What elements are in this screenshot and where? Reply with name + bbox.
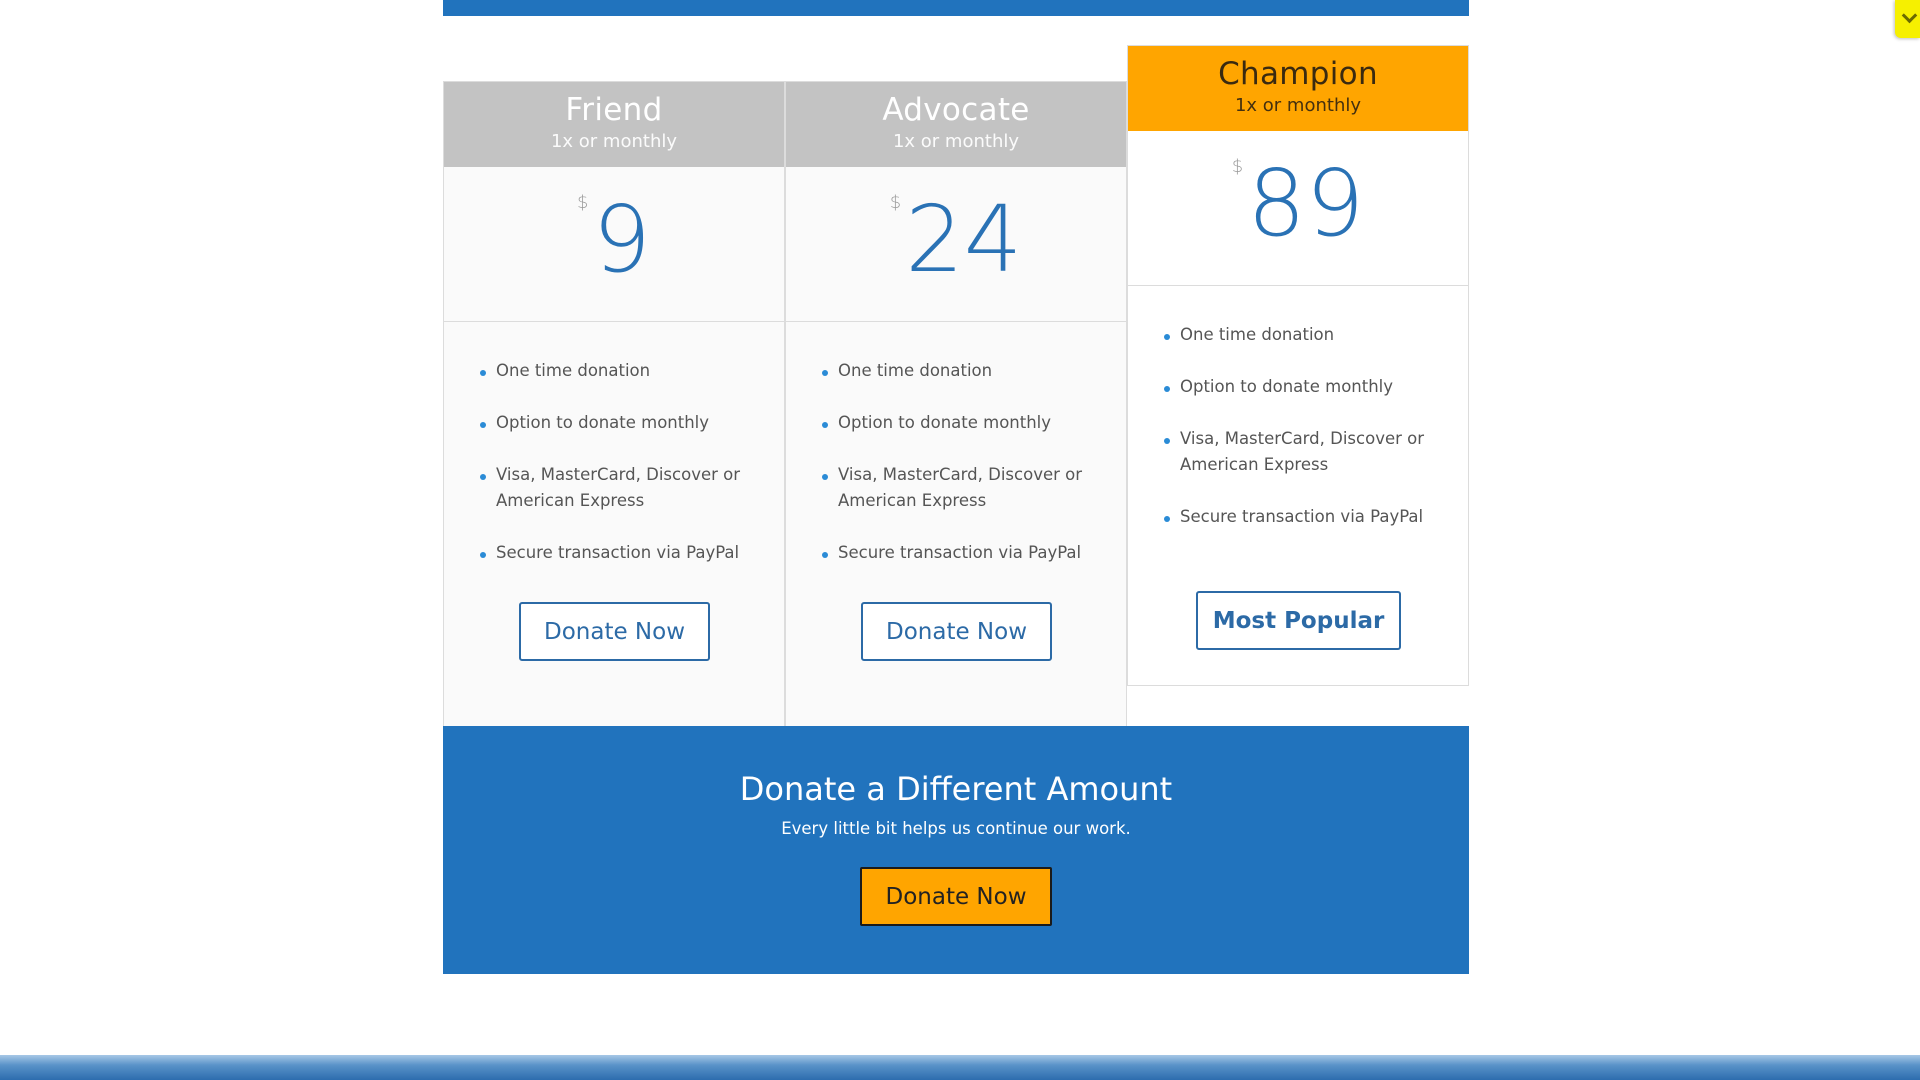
feature-item: Secure transaction via PayPal (820, 540, 1106, 566)
feature-item: One time donation (478, 358, 764, 384)
chevron-down-icon[interactable] (1895, 0, 1920, 38)
feature-item: Option to donate monthly (478, 410, 764, 436)
price-amount: 24 (905, 186, 1023, 293)
tier-price-area (1128, 131, 1468, 286)
feature-item: Secure transaction via PayPal (1162, 504, 1448, 530)
top-blue-bar (443, 0, 1469, 16)
donate-different-amount-button[interactable]: Donate Now (860, 867, 1052, 926)
tier-card-advocate (785, 81, 1127, 734)
tier-subtitle: 1x or monthly (1234, 95, 1362, 116)
tier-price-area (786, 167, 1126, 322)
bottom-blue-band (0, 1055, 1920, 1080)
tier-title: Advocate (882, 92, 1030, 128)
tier-card-friend (443, 81, 785, 734)
currency-symbol: $ (577, 192, 589, 213)
feature-item: Visa, MasterCard, Discover or American Express (1162, 426, 1448, 478)
currency-symbol: $ (1231, 156, 1244, 177)
tier-price (786, 185, 1126, 295)
tier-card-champion (1127, 45, 1469, 686)
tier-price (1128, 149, 1468, 259)
tier-header (1128, 46, 1468, 131)
feature-item: One time donation (1162, 322, 1448, 348)
tier-title: Champion (1218, 56, 1378, 92)
feature-item: Option to donate monthly (1162, 374, 1448, 400)
tier-subtitle: 1x or monthly (550, 131, 678, 152)
feature-list (1128, 286, 1468, 530)
donate-now-button-friend[interactable]: Donate Now (519, 602, 710, 661)
feature-item: Visa, MasterCard, Discover or American Express (820, 462, 1106, 514)
tier-header (786, 82, 1126, 167)
tier-subtitle: 1x or monthly (892, 131, 1020, 152)
price-amount: 89 (1247, 150, 1365, 257)
currency-symbol: $ (889, 192, 902, 213)
tier-title: Friend (565, 92, 663, 128)
tier-price-area (444, 167, 784, 322)
custom-amount-banner (443, 726, 1469, 974)
donate-now-button-advocate[interactable]: Donate Now (861, 602, 1052, 661)
banner-subtitle: Every little bit helps us continue our work. (781, 819, 1131, 838)
price-amount: 9 (592, 186, 651, 293)
banner-title: Donate a Different Amount (739, 770, 1173, 808)
most-popular-button[interactable]: Most Popular (1196, 591, 1401, 650)
feature-item: Option to donate monthly (820, 410, 1106, 436)
feature-list (444, 322, 784, 566)
tier-price (444, 185, 784, 295)
feature-item: Visa, MasterCard, Discover or American Express (478, 462, 764, 514)
feature-item: Secure transaction via PayPal (478, 540, 764, 566)
feature-item: One time donation (820, 358, 1106, 384)
feature-list (786, 322, 1126, 566)
tier-header (444, 82, 784, 167)
